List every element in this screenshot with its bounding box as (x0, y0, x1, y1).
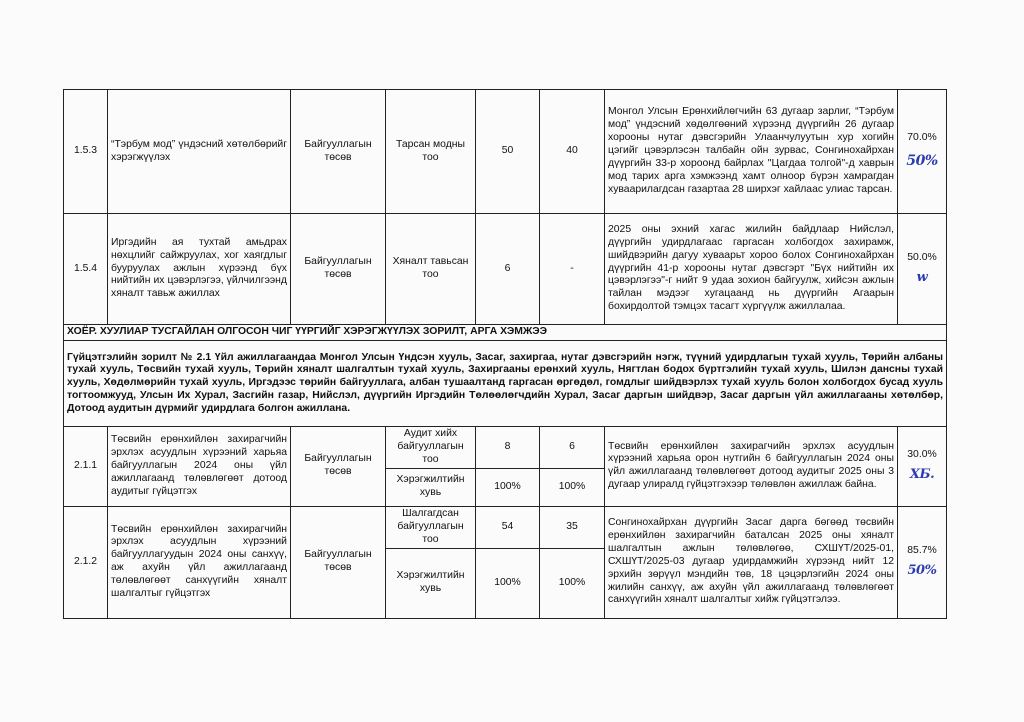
target-value: 50 (476, 90, 540, 214)
performance-goal: Гүйцэтгэлийн зорилт № 2.1 Үйл ажиллагаандаа Монгол Улсын Үндсэн хууль, Засаг, захиргаа, нутаг дэвсгэрийн нэгж, түүний удирдлагын тухай хууль, Төрийн албаны тухай хууль, Төсвийн тухай хууль, Төрийн хяналт шалгалтын тухай хууль, Захиргааны ерөнхий хууль, Нягтлан бодох бүртгэлийн тухай хууль, Шилэн дансны тухай хууль, Хөдөлмөрийн тухай хууль, Иргэдээс төрийн байгууллага, албан тушаалтанд гаргасан өргөдөл, гомдлыг шийдвэрлэх тухай хууль болон холбогдох бусад хууль тогтоомжууд, Улсын Их Хурал, Засгийн газар, Нийслэл, дүүргийн Иргэдийн Төлөөлөгчдийн Хурал, Засаг даргын шийдвэр, Засаг даргын үйл ажиллагааны хөтөлбөр, Дотоод аудитын дүрмийг удирдлага болгон ажиллана. (64, 341, 947, 427)
table-row (64, 506, 947, 548)
actual-value: 35 (540, 506, 605, 548)
table-row (64, 214, 947, 325)
task-text: “Тэрбум мод” үндэсний хөтөлбөрийг хэрэгжүүлэх (108, 90, 291, 214)
report-text: Төсвийн ерөнхийлөн захирагчийн эрхлэх асуудлын хүрээний харьяа орон нутгийн 6 байгууллагын 2024 оны үйл ажиллагаанд төлөвлөгөөт дотоод аудитыг 2025 оны 3 дугаар улиралд гүйцэтгэхээр төлөвлөн ажиллаж байна. (605, 427, 898, 507)
evaluation-cell (898, 506, 947, 618)
row-number: 1.5.3 (64, 90, 108, 214)
section-heading: ХОЁР. ХУУЛИАР ТУСГАЙЛАН ОЛГОСОН ЧИГ ҮҮРГИЙГ ХЭРЭГЖҮҮЛЭХ ЗОРИЛТ, АРГА ХЭМЖЭЭ (64, 325, 947, 341)
actual-value: 40 (540, 90, 605, 214)
indicator: Аудит хийх байгууллагын тоо (386, 427, 476, 469)
funding-source: Байгууллагын төсөв (291, 427, 386, 507)
report-table (63, 89, 947, 619)
actual-value: 100% (540, 548, 605, 618)
handwritten-mark: w (916, 269, 928, 285)
indicator: Шалгагдсан байгууллагын тоо (386, 506, 476, 548)
report-text: Монгол Улсын Ерөнхийлөгчийн 63 дугаар зарлиг, “Тэрбум мод” үндэсний хөдөлгөөний хүрээнд дүүргийн 26 дугаар хорооны нутаг дэвсгэрийн Улаанчулуутын хур хогийн цэгийг цэвэрлэсэн талбайн ойн зурвас, Сонгинохайрхан дүүргийн 33-р хороонд байрлах "Цагдаа толгой"-д хаврын мод тарих арга хэмжээнд хамт олноор бүрэн хамрагдан хуваарилагдсан газартаа 28 ширхэг хайлаас улиас тарсан. (605, 90, 898, 214)
report-text: Сонгинохайрхан дүүргийн Засаг дарга бөгөөд төсвийн ерөнхийлөн захирагчийн баталсан 2025 оны хяналт шалгалтын ажлын төлөвлөгөө, СХШҮТ/2025-01, СХШҮТ/2025-03 дугаар удирдамжийн хүрээнд нийт 12 эрхийн зөрүүл мэндийн төв, 18 цэцэрлэгийн 2024 оны жилийн санхүү, аж ахуйн үйл ажиллагаанд төлөвлөгөөт санхүүгийн хяналт шалгалтыг хийж гүйцэтгэлээ. (605, 506, 898, 618)
evaluation-cell (898, 427, 947, 507)
table-row (64, 427, 947, 469)
row-number: 2.1.1 (64, 427, 108, 507)
indicator: Хэрэгжилтийн хувь (386, 468, 476, 506)
actual-value: 6 (540, 427, 605, 469)
section-heading-row (64, 325, 947, 341)
target-value: 8 (476, 427, 540, 469)
indicator: Тарсан модны тоо (386, 90, 476, 214)
target-value: 54 (476, 506, 540, 548)
task-text: Төсвийн ерөнхийлөн захирагчийн эрхлэх асуудлын хүрээний байгууллагуудын 2024 оны санхүү, аж ахуйн үйл ажиллагаанд төлөвлөгөөт санхүүгийн хяналт шалгалтыг гүйцэтгэх (108, 506, 291, 618)
handwritten-mark: 50% (907, 563, 937, 579)
target-value: 6 (476, 214, 540, 325)
handwritten-mark: ХБ. (909, 467, 935, 483)
handwritten-mark: 50% (906, 153, 938, 170)
target-value: 100% (476, 548, 540, 618)
actual-value: - (540, 214, 605, 325)
task-text: Иргэдийн ая тухтай амьдрах нөхцлийг сайжруулах, хог хаягдлыг бууруулах ажлын хүрээнд бүх нийтийн их цэвэрлэгээ, үйлчилгээнд хяналт тавьж ажиллах (108, 214, 291, 325)
target-value: 100% (476, 468, 540, 506)
funding-source: Байгууллагын төсөв (291, 506, 386, 618)
percent-value: 30.0% (907, 449, 937, 461)
evaluation-cell (898, 90, 947, 214)
percent-value: 70.0% (907, 132, 937, 144)
evaluation-cell (898, 214, 947, 325)
indicator: Хэрэгжилтийн хувь (386, 548, 476, 618)
row-number: 2.1.2 (64, 506, 108, 618)
report-text: 2025 оны эхний хагас жилийн байдлаар Нийслэл, дүүргийн удирдлагаас гаргасан холбогдох захирамж, шийдвэрийн дагуу хуваарьт хороо болох Сонгинохайрхан дүүргийн 41-р хорооны нутаг дэвсгэрт "Бүх нийтийн их цэвэрлэгээ"-г нийт 9 удаа зохион байгуулж, хийсэн ажлын тайлан мэдээг хугацаанд нь дүүргийн Агаарын бохирдолтой тэмцэх тасагт хүргүүлж ажиллалаа. (605, 214, 898, 325)
task-text: Төсвийн ерөнхийлөн захирагчийн эрхлэх асуудлын хүрээний харьяа байгууллагын 2024 оны үйл ажиллагаанд төлөвлөгөөт дотоод аудитыг гүйцэтгэх (108, 427, 291, 507)
funding-source: Байгууллагын төсөв (291, 214, 386, 325)
percent-value: 50.0% (907, 252, 937, 263)
goal-row (64, 341, 947, 427)
percent-value: 85.7% (907, 545, 937, 557)
funding-source: Байгууллагын төсөв (291, 90, 386, 214)
actual-value: 100% (540, 468, 605, 506)
table-row (64, 90, 947, 214)
indicator: Хяналт тавьсан тоо (386, 214, 476, 325)
row-number: 1.5.4 (64, 214, 108, 325)
